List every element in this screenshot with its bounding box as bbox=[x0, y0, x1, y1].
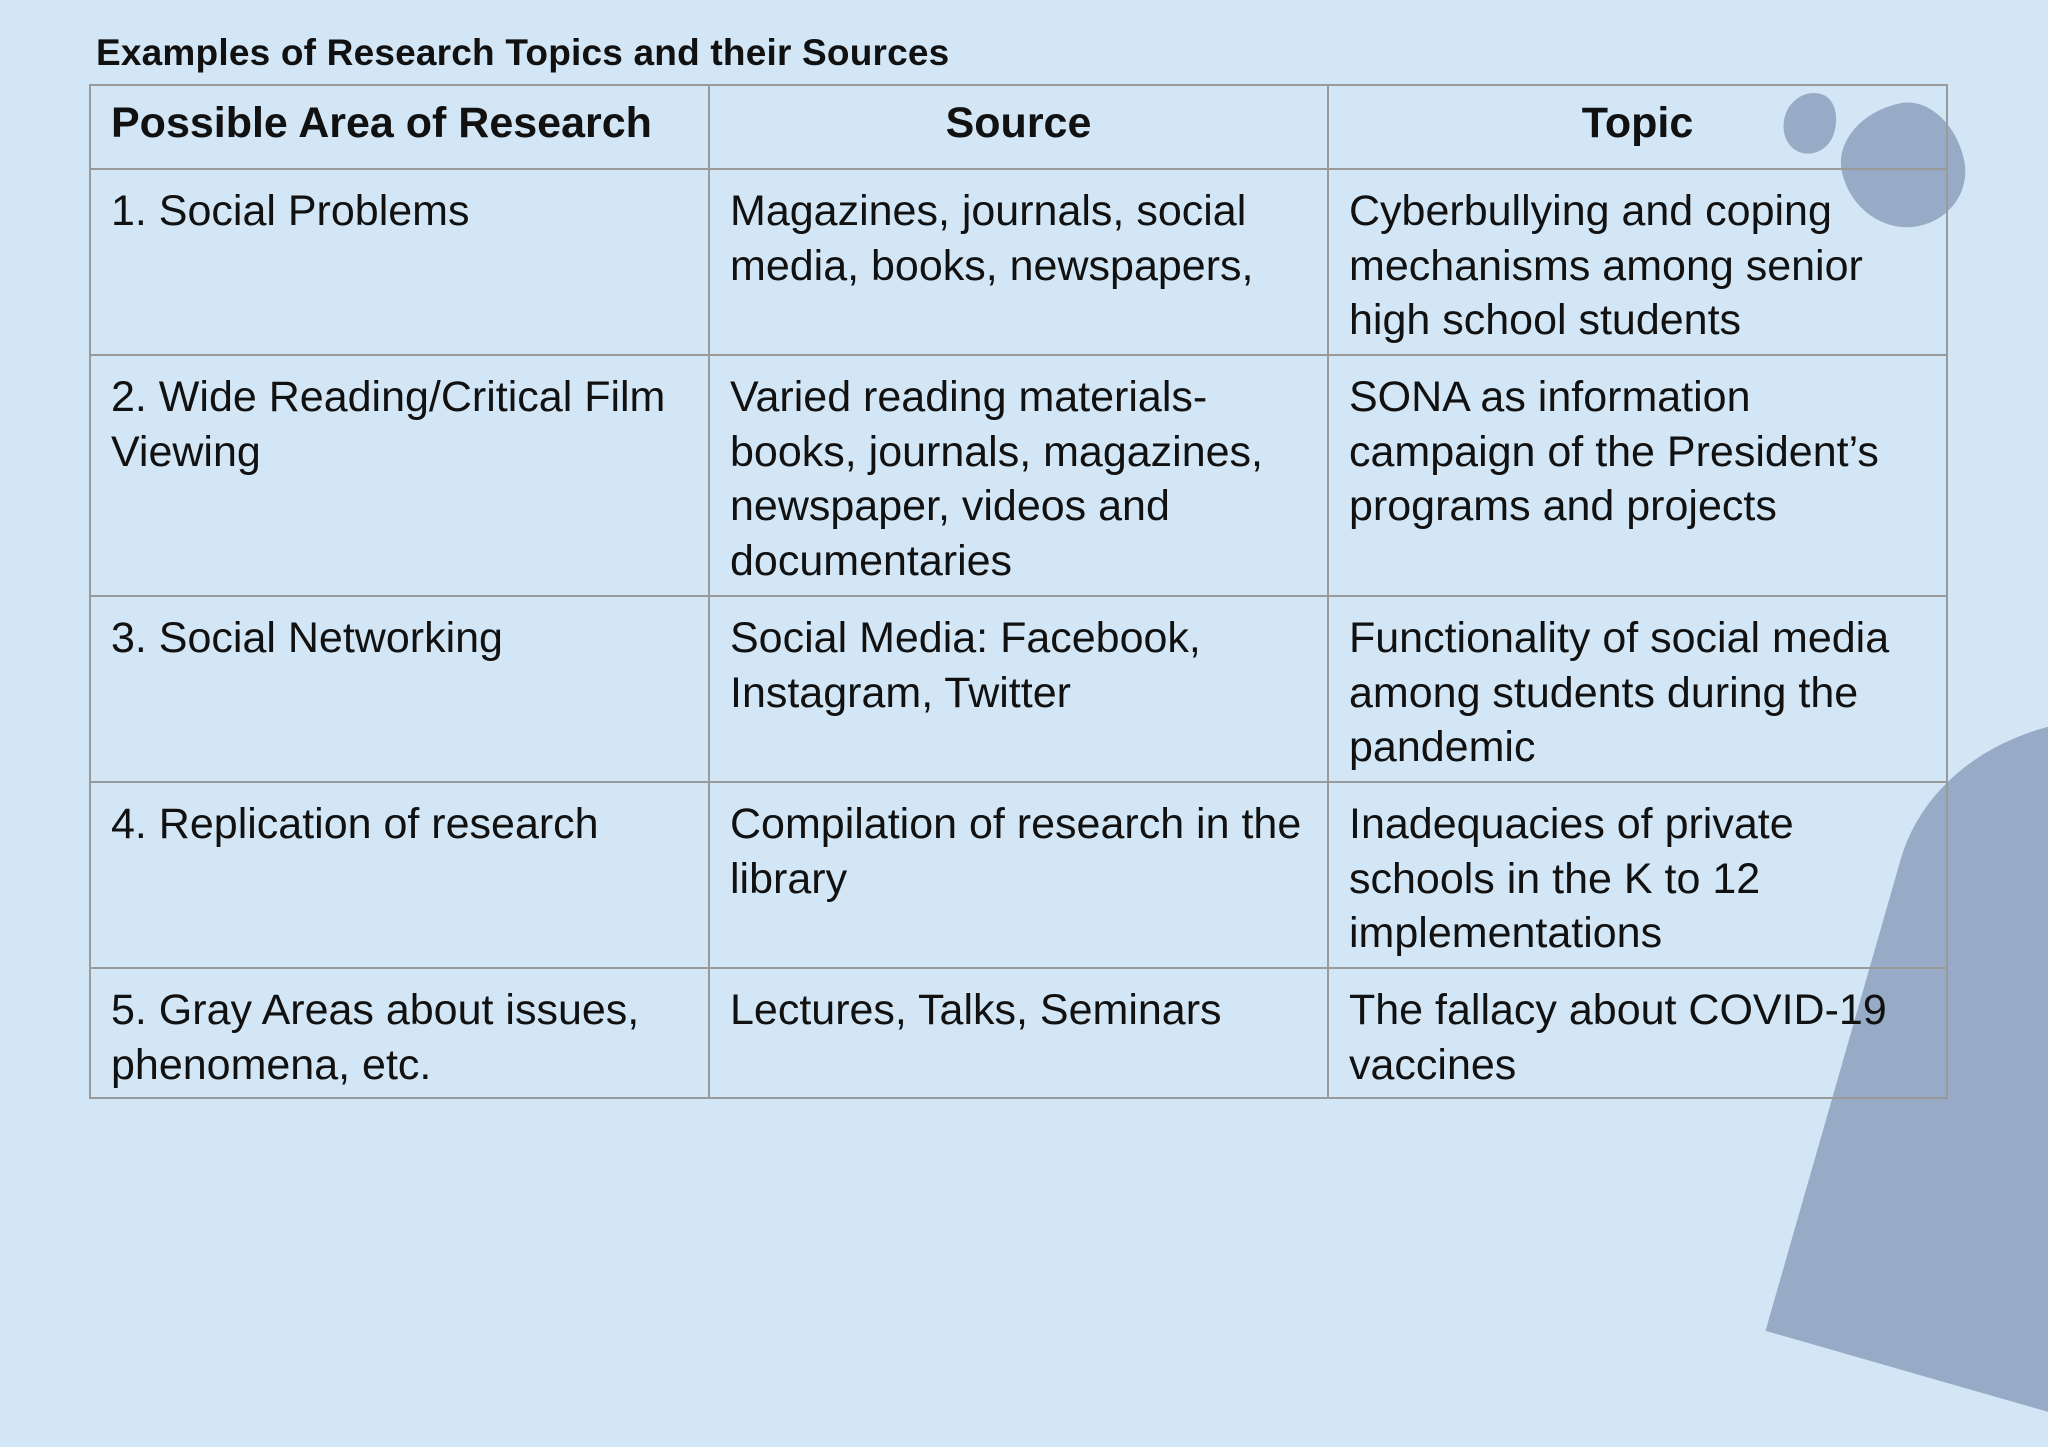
cell-topic: The fallacy about COVID-19 vaccines bbox=[1328, 968, 1947, 1098]
cell-area: 3. Social Networking bbox=[90, 596, 709, 782]
table-row bbox=[90, 355, 1947, 596]
cell-area: 2. Wide Reading/Critical Film Viewing bbox=[90, 355, 709, 596]
cell-source: Social Media: Facebook, Instagram, Twitter bbox=[709, 596, 1328, 782]
table-row bbox=[90, 169, 1947, 355]
table-row bbox=[90, 968, 1947, 1098]
header-area: Possible Area of Research bbox=[90, 85, 709, 169]
cell-topic: Cyberbullying and coping mechanisms among senior high school students bbox=[1328, 169, 1947, 355]
cell-area: 4. Replication of research bbox=[90, 782, 709, 968]
cell-topic: Inadequacies of private schools in the K to 12 implementations bbox=[1328, 782, 1947, 968]
cell-area: 1. Social Problems bbox=[90, 169, 709, 355]
header-topic: Topic bbox=[1328, 85, 1947, 169]
table-row bbox=[90, 782, 1947, 968]
cell-source: Varied reading materials- books, journals, magazines, newspaper, videos and documentaries bbox=[709, 355, 1328, 596]
cell-source: Magazines, journals, social media, books, newspapers, bbox=[709, 169, 1328, 355]
page-title: Examples of Research Topics and their Sources bbox=[96, 32, 950, 73]
cell-source: Lectures, Talks, Seminars bbox=[709, 968, 1328, 1098]
cell-topic: Functionality of social media among students during the pandemic bbox=[1328, 596, 1947, 782]
cell-topic: SONA as information campaign of the President’s programs and projects bbox=[1328, 355, 1947, 596]
cell-area: 5. Gray Areas about issues, phenomena, etc. bbox=[90, 968, 709, 1098]
header-source: Source bbox=[709, 85, 1328, 169]
table-row bbox=[90, 596, 1947, 782]
table-header-row bbox=[90, 85, 1947, 169]
cell-source: Compilation of research in the library bbox=[709, 782, 1328, 968]
research-topics-table bbox=[89, 84, 1948, 1099]
